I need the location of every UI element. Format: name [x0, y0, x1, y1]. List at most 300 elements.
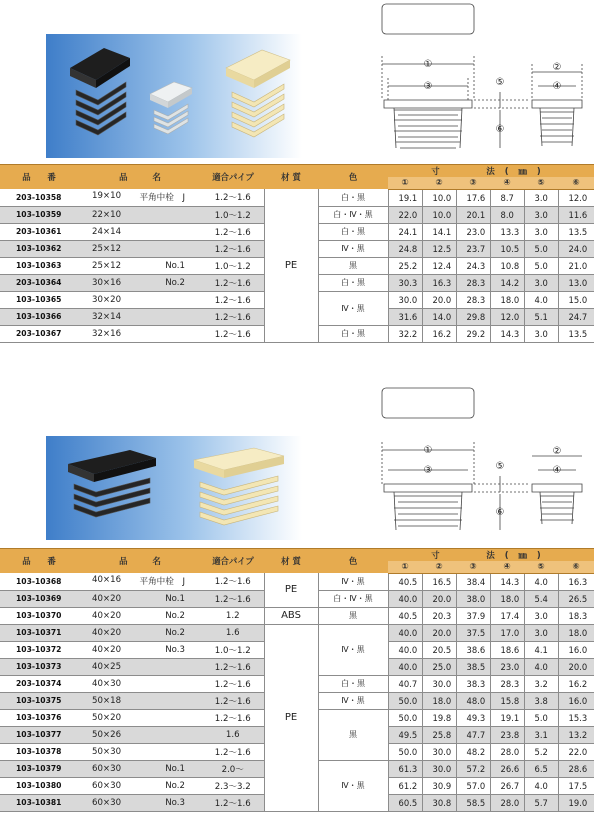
product-note: No.1 [165, 260, 185, 271]
product-code: 103-10377 [0, 726, 78, 743]
dim-label-4: ④ [552, 465, 562, 476]
product-note: 平角中栓 J [139, 577, 185, 588]
color-options: Ⅳ・黒 [318, 624, 388, 675]
dimension-value-4: 18.6 [490, 641, 524, 658]
dimension-value-5: 5.2 [524, 743, 558, 760]
dimension-drawing-2 [378, 384, 594, 544]
dimension-value-6: 16.0 [558, 692, 594, 709]
header-name: 品 名 [78, 165, 202, 190]
dimension-value-2: 20.0 [422, 291, 456, 308]
material: PE [264, 573, 318, 607]
dimension-value-6: 15.3 [558, 709, 594, 726]
product-code: 103-10378 [0, 743, 78, 760]
product-code: 103-10369 [0, 590, 78, 607]
header-dim-2: ② [422, 561, 456, 573]
product-code: 103-10379 [0, 760, 78, 777]
header-dim-1: ① [388, 561, 422, 573]
product-code: 103-10381 [0, 794, 78, 811]
dimension-value-2: 19.8 [422, 709, 456, 726]
dimension-value-4: 8.0 [490, 206, 524, 223]
product-name [78, 291, 202, 308]
dimension-value-4: 17.0 [490, 624, 524, 641]
color-options: Ⅳ・黒 [318, 291, 388, 325]
color-options: Ⅳ・黒 [318, 760, 388, 811]
product-size: 50×18 [92, 695, 122, 706]
material: ABS [264, 607, 318, 624]
dimension-value-4: 28.3 [490, 675, 524, 692]
compatible-pipe: 1.0～1.2 [202, 206, 264, 223]
header-material: 材 質 [264, 165, 318, 190]
dimension-value-5: 4.0 [524, 777, 558, 794]
product-name [78, 189, 202, 206]
product-name [78, 240, 202, 257]
product-size: 40×25 [92, 661, 122, 672]
material: PE [264, 624, 318, 811]
product-code: 203-10367 [0, 325, 78, 342]
header-material: 材 質 [264, 549, 318, 574]
dimension-value-4: 23.8 [490, 726, 524, 743]
dimension-value-4: 15.8 [490, 692, 524, 709]
product-size: 32×16 [92, 328, 122, 339]
header-dim-5: ⑤ [524, 177, 558, 189]
header-name: 品 名 [78, 549, 202, 574]
dimension-value-5: 3.0 [524, 325, 558, 342]
dimension-value-6: 13.5 [558, 223, 594, 240]
product-size: 40×20 [92, 644, 122, 655]
dimension-value-2: 30.8 [422, 794, 456, 811]
product-code: 103-10380 [0, 777, 78, 794]
product-size: 40×20 [92, 610, 122, 621]
dimension-value-3: 38.0 [456, 590, 490, 607]
dimension-value-6: 19.0 [558, 794, 594, 811]
product-code: 203-10364 [0, 274, 78, 291]
product-name [78, 641, 202, 658]
dimension-value-4: 26.7 [490, 777, 524, 794]
dimension-value-5: 5.4 [524, 590, 558, 607]
spec-table-1 [0, 164, 594, 343]
dimension-value-1: 19.1 [388, 189, 422, 206]
dimension-value-5: 5.0 [524, 709, 558, 726]
color-options: 白・黒 [318, 223, 388, 240]
dimension-value-6: 21.0 [558, 257, 594, 274]
product-size: 30×20 [92, 294, 122, 305]
product-name [78, 760, 202, 777]
dimension-value-3: 49.3 [456, 709, 490, 726]
dimension-value-1: 50.0 [388, 709, 422, 726]
dimension-value-3: 28.3 [456, 274, 490, 291]
compatible-pipe: 1.6 [202, 624, 264, 641]
compatible-pipe: 2.3～3.2 [202, 777, 264, 794]
dimension-value-2: 14.1 [422, 223, 456, 240]
dimension-value-4: 17.4 [490, 607, 524, 624]
dimension-value-1: 30.0 [388, 291, 422, 308]
dimension-value-3: 37.5 [456, 624, 490, 641]
dimension-value-4: 14.2 [490, 274, 524, 291]
dimension-value-1: 40.0 [388, 641, 422, 658]
product-name [78, 206, 202, 223]
dim-label-2: ② [552, 62, 562, 73]
compatible-pipe: 1.2～1.6 [202, 794, 264, 811]
compatible-pipe: 1.2～1.6 [202, 692, 264, 709]
dim-label-3: ③ [423, 465, 433, 476]
header-dim-3: ③ [456, 177, 490, 189]
dimension-value-2: 30.0 [422, 675, 456, 692]
product-name [78, 692, 202, 709]
dimension-value-6: 28.6 [558, 760, 594, 777]
dimension-value-4: 10.5 [490, 240, 524, 257]
color-options: 黒 [318, 607, 388, 624]
dimension-value-4: 18.0 [490, 590, 524, 607]
product-name [78, 590, 202, 607]
compatible-pipe: 1.2～1.6 [202, 308, 264, 325]
product-size: 30×16 [92, 277, 122, 288]
header-pipe: 適合パイプ [202, 549, 264, 574]
dimension-value-1: 24.8 [388, 240, 422, 257]
dimension-value-1: 40.5 [388, 607, 422, 624]
dim-label-4: ④ [552, 81, 562, 92]
product-name [78, 223, 202, 240]
dimension-value-2: 16.5 [422, 573, 456, 590]
dimension-value-4: 14.3 [490, 325, 524, 342]
dimension-value-6: 18.3 [558, 607, 594, 624]
dimension-value-3: 38.5 [456, 658, 490, 675]
compatible-pipe: 1.2～1.6 [202, 325, 264, 342]
dim-label-5: ⑤ [495, 461, 505, 472]
compatible-pipe: 1.2～1.6 [202, 573, 264, 590]
product-name [78, 726, 202, 743]
product-name [78, 624, 202, 641]
product-code: 103-10365 [0, 291, 78, 308]
dimension-value-2: 16.3 [422, 274, 456, 291]
color-options: 白・Ⅳ・黒 [318, 590, 388, 607]
dimension-value-3: 29.2 [456, 325, 490, 342]
header-dim-6: ⑥ [558, 177, 594, 189]
color-options: 白・黒 [318, 274, 388, 291]
dimension-value-2: 12.5 [422, 240, 456, 257]
compatible-pipe: 1.0～1.2 [202, 257, 264, 274]
product-note: No.3 [165, 797, 185, 808]
product-size: 60×30 [92, 780, 122, 791]
dimension-value-2: 30.0 [422, 743, 456, 760]
product-name [78, 308, 202, 325]
dimension-value-1: 22.0 [388, 206, 422, 223]
product-note: No.2 [165, 627, 185, 638]
product-photo-2 [46, 436, 302, 540]
dimension-value-2: 25.8 [422, 726, 456, 743]
dimension-value-1: 24.1 [388, 223, 422, 240]
compatible-pipe: 1.2～1.6 [202, 675, 264, 692]
product-size: 60×30 [92, 797, 122, 808]
dimension-value-6: 12.0 [558, 189, 594, 206]
product-note: No.2 [165, 610, 185, 621]
dim-label-1: ① [423, 59, 433, 70]
dim-label-6: ⑥ [495, 507, 505, 518]
product-name [78, 709, 202, 726]
product-size: 50×20 [92, 712, 122, 723]
product-name [78, 274, 202, 291]
dimension-value-2: 30.0 [422, 760, 456, 777]
dimension-value-6: 13.5 [558, 325, 594, 342]
dimension-value-4: 18.0 [490, 291, 524, 308]
product-size: 60×30 [92, 763, 122, 774]
color-options: Ⅳ・黒 [318, 573, 388, 590]
product-name [78, 257, 202, 274]
product-code: 103-10362 [0, 240, 78, 257]
dimension-value-5: 3.0 [524, 624, 558, 641]
product-size: 40×20 [92, 627, 122, 638]
dimension-value-1: 31.6 [388, 308, 422, 325]
dimension-value-3: 20.1 [456, 206, 490, 223]
dimension-value-3: 48.2 [456, 743, 490, 760]
product-name [78, 607, 202, 624]
compatible-pipe: 1.2～1.6 [202, 223, 264, 240]
dimension-value-3: 28.3 [456, 291, 490, 308]
color-options: Ⅳ・黒 [318, 240, 388, 257]
dimension-value-5: 3.2 [524, 675, 558, 692]
dimension-value-2: 18.0 [422, 692, 456, 709]
dimension-value-2: 14.0 [422, 308, 456, 325]
dimension-value-6: 16.2 [558, 675, 594, 692]
dimension-value-5: 3.0 [524, 607, 558, 624]
dimension-value-1: 60.5 [388, 794, 422, 811]
header-color: 色 [318, 165, 388, 190]
compatible-pipe: 1.0～1.2 [202, 641, 264, 658]
material: PE [264, 189, 318, 342]
dimension-value-5: 4.1 [524, 641, 558, 658]
product-name [78, 794, 202, 811]
dimension-value-2: 10.0 [422, 189, 456, 206]
product-size: 40×16 [92, 575, 122, 586]
dimension-value-6: 26.5 [558, 590, 594, 607]
product-size: 40×30 [92, 678, 122, 689]
product-note: No.1 [165, 763, 185, 774]
dimension-value-4: 8.7 [490, 189, 524, 206]
dimension-value-2: 20.3 [422, 607, 456, 624]
dimension-value-1: 30.3 [388, 274, 422, 291]
dimension-value-1: 61.3 [388, 760, 422, 777]
dimension-value-6: 24.7 [558, 308, 594, 325]
dimension-value-1: 40.0 [388, 624, 422, 641]
dimension-value-2: 12.4 [422, 257, 456, 274]
dimension-value-5: 3.0 [524, 223, 558, 240]
dimension-value-2: 25.0 [422, 658, 456, 675]
dimension-value-4: 14.3 [490, 573, 524, 590]
dimension-value-3: 37.9 [456, 607, 490, 624]
product-note: No.1 [165, 593, 185, 604]
product-size: 40×20 [92, 593, 122, 604]
product-name [78, 658, 202, 675]
dimension-value-1: 50.0 [388, 692, 422, 709]
dimension-value-5: 4.0 [524, 658, 558, 675]
product-size: 22×10 [92, 209, 122, 220]
header-dim-4: ④ [490, 561, 524, 573]
dimension-value-3: 57.0 [456, 777, 490, 794]
table-row [0, 189, 594, 206]
color-options: 黒 [318, 709, 388, 760]
dimension-value-3: 57.2 [456, 760, 490, 777]
dim-label-2: ② [552, 446, 562, 457]
dimension-value-1: 40.0 [388, 658, 422, 675]
header-dim-4: ④ [490, 177, 524, 189]
compatible-pipe: 1.2～1.6 [202, 743, 264, 760]
product-code: 103-10363 [0, 257, 78, 274]
dimension-value-3: 24.3 [456, 257, 490, 274]
table-row [0, 607, 594, 624]
dimension-value-2: 10.0 [422, 206, 456, 223]
dimension-value-6: 15.0 [558, 291, 594, 308]
dimension-value-6: 22.0 [558, 743, 594, 760]
dimension-drawing-1 [378, 0, 594, 160]
dim-label-3: ③ [423, 81, 433, 92]
dimension-value-5: 3.0 [524, 189, 558, 206]
dimension-value-1: 40.5 [388, 573, 422, 590]
color-options: 白・黒 [318, 325, 388, 342]
dimension-value-3: 23.7 [456, 240, 490, 257]
product-code: 103-10371 [0, 624, 78, 641]
compatible-pipe: 1.2～1.6 [202, 189, 264, 206]
product-code: 203-10361 [0, 223, 78, 240]
product-code: 103-10366 [0, 308, 78, 325]
product-code: 103-10373 [0, 658, 78, 675]
dimension-value-6: 13.2 [558, 726, 594, 743]
product-size: 24×14 [92, 226, 122, 237]
product-note: No.2 [165, 780, 185, 791]
dim-label-5: ⑤ [495, 77, 505, 88]
product-size: 50×30 [92, 746, 122, 757]
product-code: 103-10370 [0, 607, 78, 624]
product-code: 103-10376 [0, 709, 78, 726]
dimension-value-5: 3.8 [524, 692, 558, 709]
compatible-pipe: 1.2～1.6 [202, 658, 264, 675]
table-row [0, 624, 594, 641]
dimension-value-1: 49.5 [388, 726, 422, 743]
product-code: 103-10375 [0, 692, 78, 709]
dimension-value-6: 17.5 [558, 777, 594, 794]
dimension-value-5: 4.0 [524, 573, 558, 590]
color-options: 白・Ⅳ・黒 [318, 206, 388, 223]
product-note: 平角中栓 J [139, 193, 185, 204]
dimension-value-3: 38.4 [456, 573, 490, 590]
dimension-value-4: 23.0 [490, 658, 524, 675]
dimension-value-2: 20.5 [422, 641, 456, 658]
dimension-value-4: 28.0 [490, 794, 524, 811]
header-dim-2: ② [422, 177, 456, 189]
product-code: 103-10368 [0, 573, 78, 590]
dimension-value-5: 5.0 [524, 240, 558, 257]
dimension-value-3: 48.0 [456, 692, 490, 709]
dimension-value-1: 61.2 [388, 777, 422, 794]
dimension-value-3: 47.7 [456, 726, 490, 743]
dimension-value-4: 12.0 [490, 308, 524, 325]
dimension-value-1: 40.0 [388, 590, 422, 607]
dimension-value-6: 11.6 [558, 206, 594, 223]
compatible-pipe: 2.0～ [202, 760, 264, 777]
product-size: 25×12 [92, 260, 122, 271]
color-options: 白・黒 [318, 189, 388, 206]
dimension-value-5: 3.0 [524, 206, 558, 223]
product-name [78, 573, 202, 590]
dimension-value-4: 10.8 [490, 257, 524, 274]
product-name [78, 675, 202, 692]
header-dim-1: ① [388, 177, 422, 189]
header-pipe: 適合パイプ [202, 165, 264, 190]
compatible-pipe: 1.2～1.6 [202, 709, 264, 726]
dimension-value-2: 30.9 [422, 777, 456, 794]
dimension-value-1: 25.2 [388, 257, 422, 274]
header-dim-6: ⑥ [558, 561, 594, 573]
header-code: 品 番 [0, 549, 78, 574]
header-dim-5: ⑤ [524, 561, 558, 573]
dim-label-6: ⑥ [495, 124, 505, 135]
compatible-pipe: 1.2～1.6 [202, 590, 264, 607]
product-photo-1 [46, 34, 302, 158]
dimension-value-5: 5.0 [524, 257, 558, 274]
header-color: 色 [318, 549, 388, 574]
product-note: No.2 [165, 277, 185, 288]
product-name [78, 777, 202, 794]
header-dimensions: 寸 法(㎜) [388, 549, 594, 562]
product-code: 203-10374 [0, 675, 78, 692]
compatible-pipe: 1.2～1.6 [202, 240, 264, 257]
dimension-value-3: 58.5 [456, 794, 490, 811]
product-name [78, 743, 202, 760]
dimension-value-1: 32.2 [388, 325, 422, 342]
dimension-value-4: 13.3 [490, 223, 524, 240]
dimension-value-6: 20.0 [558, 658, 594, 675]
product-size: 19×10 [92, 191, 122, 202]
dimension-value-5: 4.0 [524, 291, 558, 308]
product-name [78, 325, 202, 342]
product-note: No.3 [165, 644, 185, 655]
dimension-value-5: 3.1 [524, 726, 558, 743]
dimension-value-4: 19.1 [490, 709, 524, 726]
product-code: 203-10358 [0, 189, 78, 206]
color-options: Ⅳ・黒 [318, 692, 388, 709]
color-options: 黒 [318, 257, 388, 274]
product-code: 103-10359 [0, 206, 78, 223]
compatible-pipe: 1.6 [202, 726, 264, 743]
dimension-value-2: 16.2 [422, 325, 456, 342]
product-size: 32×14 [92, 311, 122, 322]
header-code: 品 番 [0, 165, 78, 190]
dimension-value-4: 26.6 [490, 760, 524, 777]
dimension-value-4: 28.0 [490, 743, 524, 760]
dim-label-1: ① [423, 445, 433, 456]
color-options: 白・黒 [318, 675, 388, 692]
dimension-value-1: 50.0 [388, 743, 422, 760]
product-size: 50×26 [92, 729, 122, 740]
dimension-value-3: 29.8 [456, 308, 490, 325]
dimension-value-6: 13.0 [558, 274, 594, 291]
spec-table-2 [0, 548, 594, 812]
dimension-value-5: 5.1 [524, 308, 558, 325]
dimension-value-3: 17.6 [456, 189, 490, 206]
header-dimensions: 寸 法(㎜) [388, 165, 594, 178]
product-code: 103-10372 [0, 641, 78, 658]
dimension-value-3: 38.3 [456, 675, 490, 692]
product-size: 25×12 [92, 243, 122, 254]
dimension-value-2: 20.0 [422, 590, 456, 607]
dimension-value-5: 6.5 [524, 760, 558, 777]
dimension-value-6: 16.0 [558, 641, 594, 658]
dimension-value-1: 40.7 [388, 675, 422, 692]
header-dim-3: ③ [456, 561, 490, 573]
table-row [0, 573, 594, 590]
compatible-pipe: 1.2～1.6 [202, 274, 264, 291]
compatible-pipe: 1.2 [202, 607, 264, 624]
compatible-pipe: 1.2～1.6 [202, 291, 264, 308]
dimension-value-5: 5.7 [524, 794, 558, 811]
